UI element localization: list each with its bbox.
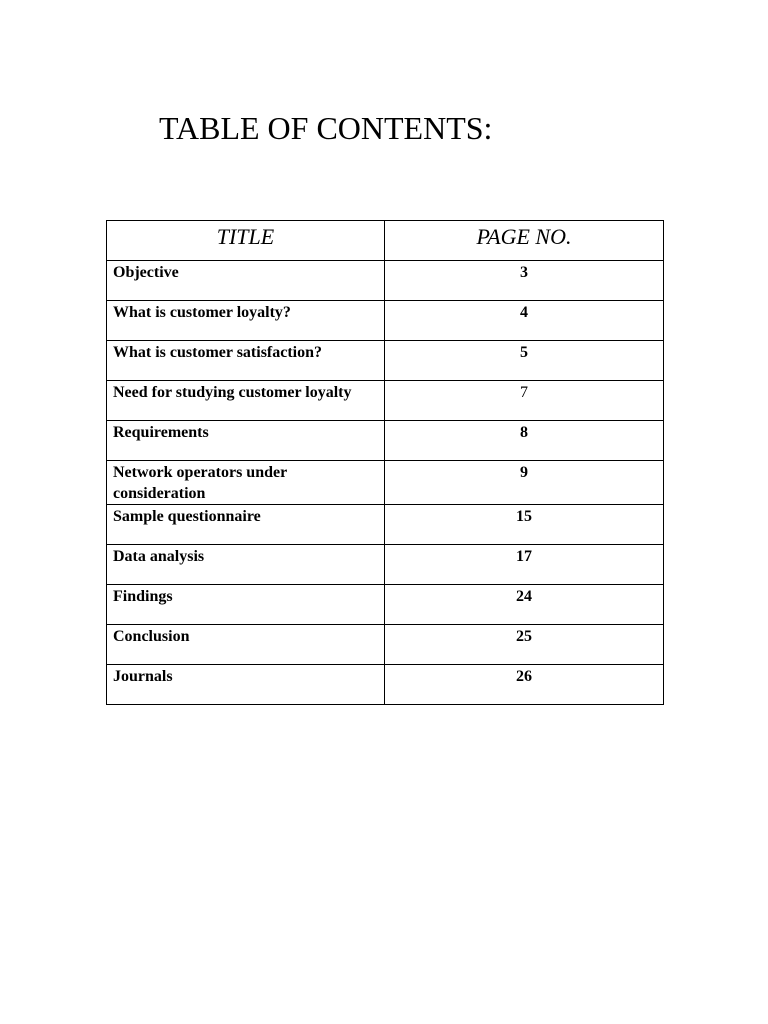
table-row — [107, 585, 664, 625]
header-title: TITLE — [107, 221, 385, 261]
entry-page: 25 — [385, 625, 664, 665]
entry-title: Objective — [107, 261, 385, 301]
entry-page: 8 — [385, 421, 664, 461]
entry-page: 3 — [385, 261, 664, 301]
table-row — [107, 261, 664, 301]
table-row — [107, 505, 664, 545]
entry-title: Need for studying customer loyalty — [107, 381, 385, 421]
entry-page: 4 — [385, 301, 664, 341]
entry-title: Network operators under consideration — [107, 461, 385, 505]
entry-page: 26 — [385, 665, 664, 705]
table-of-contents — [106, 220, 664, 705]
entry-title: What is customer satisfaction? — [107, 341, 385, 381]
table-row — [107, 381, 664, 421]
entry-title: Findings — [107, 585, 385, 625]
entry-title: Conclusion — [107, 625, 385, 665]
entry-page: 17 — [385, 545, 664, 585]
entry-page: 24 — [385, 585, 664, 625]
entry-title: Data analysis — [107, 545, 385, 585]
table-row — [107, 421, 664, 461]
table-row — [107, 341, 664, 381]
page-title: TABLE OF CONTENTS: — [159, 110, 493, 146]
entry-page: 5 — [385, 341, 664, 381]
entry-title: Journals — [107, 665, 385, 705]
table-row — [107, 665, 664, 705]
entry-title: Requirements — [107, 421, 385, 461]
entry-page: 15 — [385, 505, 664, 545]
table-row — [107, 545, 664, 585]
table-header-row — [107, 221, 664, 261]
entry-title: Sample questionnaire — [107, 505, 385, 545]
table-row — [107, 461, 664, 505]
entry-page: 9 — [385, 461, 664, 505]
entry-page: 7 — [385, 381, 664, 421]
table-row — [107, 301, 664, 341]
header-page-no: PAGE NO. — [385, 221, 664, 261]
entry-title: What is customer loyalty? — [107, 301, 385, 341]
table-row — [107, 625, 664, 665]
